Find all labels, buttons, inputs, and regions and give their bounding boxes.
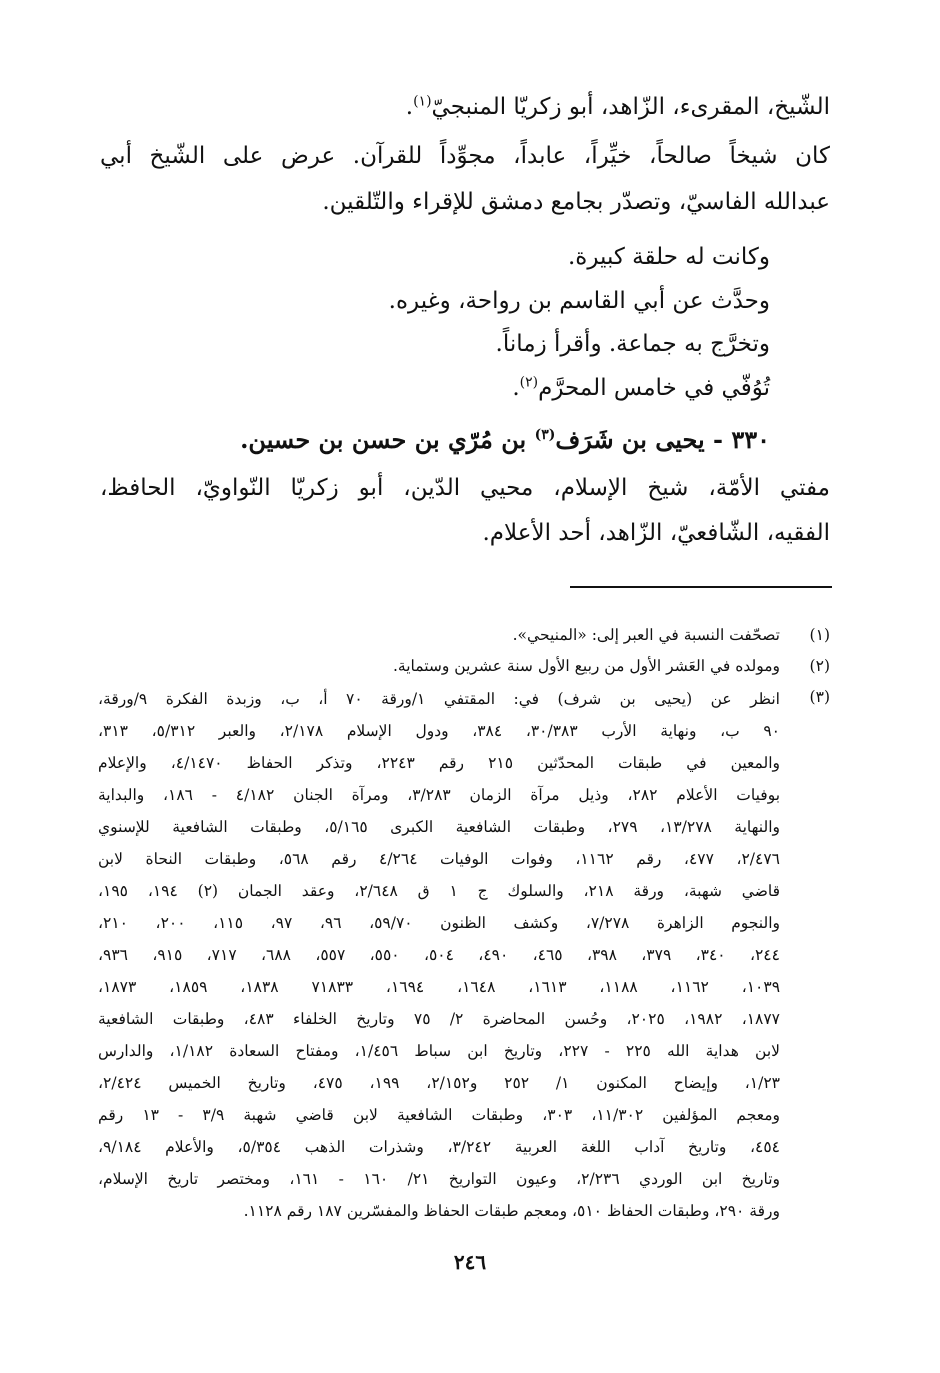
- footnote-line: وتاريخ ابن الوردي ٢/٢٣٦، وعيون التواريخ ٢١/ ١٦٠ - ١٦١، ومختصر تاريخ الإسلام،: [98, 1170, 781, 1188]
- text-line: كان شيخاً صالحاً، خيِّراً، عابداً، مجوِّداً للقرآن. عرض على الشّيخ أبي: [100, 143, 830, 169]
- text-line: وحدَّث عن أبي القاسم بن رواحة، وغيره.: [388, 288, 770, 314]
- text-line: مفتي الأمّة، شيخ الإسلام، محيي الدّين، أبو زكريّا النّواويّ، الحافظ،: [100, 475, 830, 501]
- text-line: وكانت له حلقة كبيرة.: [567, 244, 770, 270]
- footnote-line: ومعجم المؤلفين ١١/٣٠٢، ٣٠٣، وطبقات الشافعية لابن قاضي شهبة ٣/٩ - ١٣ رقم: [98, 1106, 781, 1124]
- text-line: عبدالله الفاسيّ، وتصدّر بجامع دمشق للإقراء والتّلقين.: [322, 189, 830, 215]
- footnote-line: ١٨٧٧، ١٩٨٢، ٢٠٢٥، وحُسن المحاضرة ٢/ ٧٥ وتاريخ الخلفاء ٤٨٣، وطبقات الشافعية: [98, 1010, 781, 1028]
- text-span: الشّيخ، المقرىء، الزّاهد، أبو زكريّا المنبجيّ: [431, 94, 830, 120]
- footnote-text: ومولده في العَشر الأول من ربيع الأول سنة عشرين وستماية.: [392, 657, 780, 675]
- footnote-line: ٢٤٤، ٣٤٠، ٣٧٩، ٣٩٨، ٤٦٥، ٤٩٠، ٥٠٤، ٥٥٠، ٥٥٧، ٦٨٨، ٧١٧، ٩١٥، ٩٣٦،: [98, 946, 780, 964]
- text-span: ٣٣٠ - يحيى بن شَرَف: [555, 425, 770, 454]
- footnote-number: (٢): [809, 657, 830, 675]
- footnote-line: ورقة ٢٩٠، وطبقات الحفاظ ٥١٠، ومعجم طبقات الحفاظ والمفسّرين ١٨٧ رقم ١١٢٨.: [243, 1202, 780, 1220]
- footnote-line: بوفيات الأعلام ٢٨٢، وذيل مرآة الزمان ٣/٢٨٣، ومرآة الجنان ٤/١٨٢ - ١٨٦، والبداية: [98, 786, 781, 804]
- footnote-line: والنهاية ١٣/٢٧٨، ٢٧٩، وطبقات الشافعية الكبرى ٥/١٦٥، وطبقات الشافعية للإسنوي: [98, 818, 780, 836]
- footnote-number: (١): [809, 626, 830, 644]
- footnote-line: ١/٢٣، وإيضاح المكنون ١/ ٢٥٢ و٢/١٥٢، ١٩٩، ٤٧٥، وتاريخ الخميس ٢/٤٢٤،: [98, 1074, 780, 1092]
- text-span: تُوُفّي في خامس المحرَّم: [538, 375, 770, 401]
- footnote-text: تصحّفت النسبة في العبر إلى: «المنيحي».: [512, 626, 780, 644]
- footnote-ref[interactable]: (٣): [534, 427, 556, 443]
- footnote-line: قاضي شهبة، ورقة ٢١٨، والسلوك ج ١ ق ٢/٦٤٨، وعقد الجمان (٢) ١٩٤، ١٩٥،: [98, 882, 780, 900]
- footnote-line: انظر عن (يحيى بن شرف) في: المقتفي ١/ورقة ٧٠ أ، ب، وزبدة الفكرة ٩/ورقة،: [98, 690, 780, 708]
- footnote-line: والنجوم الزاهرة ٧/٢٧٨، وكشف الظنون ٥٩/٧٠، ٩٦، ٩٧، ١١٥، ٢٠٠، ٢١٠،: [98, 914, 780, 932]
- text-line: [512, 373, 770, 403]
- text-span: بن مُرّي بن حسن بن حسين.: [240, 425, 535, 454]
- footnote-divider: [570, 586, 832, 588]
- footnote-line: ٩٠ ب، ونهاية الأرب ٣٠/٣٨٣، ٣٨٤، ودول الإسلام ٢/١٧٨، والعبر ٥/٣١٢، ٣١٣،: [98, 722, 780, 740]
- footnote-ref[interactable]: (٢): [519, 374, 539, 391]
- page-number: ٢٤٦: [453, 1250, 487, 1274]
- text-line: الفقيه، الشّافعيّ، الزّاهد، أحد الأعلام.: [482, 520, 830, 546]
- footnote-ref[interactable]: (١): [413, 93, 432, 110]
- footnote-line: ٢/٤٧٦، ٤٧٧، رقم ١١٦٢، وفوات الوفيات ٤/٢٦٤ رقم ٥٦٨، وطبقات النحاة لابن: [98, 850, 780, 868]
- footnote-line: ٤٥٤، وتاريخ آداب اللغة العربية ٣/٢٤٢، وشذرات الذهب ٥/٣٥٤، والأعلام ٩/١٨٤،: [98, 1138, 780, 1156]
- footnote-line: ١٠٣٩، ١١٦٢، ١١٨٨، ١٦١٣، ١٦٤٨، ١٦٩٤، ٧١٨٣٣ ١٨٣٨، ١٨٥٩، ١٨٧٣،: [98, 978, 781, 996]
- footnote-number: (٣): [809, 688, 830, 706]
- text-line: [406, 92, 830, 122]
- footnote-line: لابن هداية الله ٢٢٥ - ٢٢٧، وتاريخ ابن سباط ١/٤٥٦، ومفتاح السعادة ١/١٨٢، والدارس: [98, 1042, 781, 1060]
- text-line: وتخرَّج به جماعة. وأقرأ زماناً.: [495, 331, 770, 357]
- footnote-line: والمعين في طبقات المحدّثين ٢١٥ رقم ٢٢٤٣، وتذكر الحفاظ ٤/١٤٧٠، والإعلام: [98, 754, 780, 772]
- entry-heading: [240, 425, 770, 455]
- text-span: .: [405, 94, 414, 120]
- text-span: .: [512, 375, 520, 401]
